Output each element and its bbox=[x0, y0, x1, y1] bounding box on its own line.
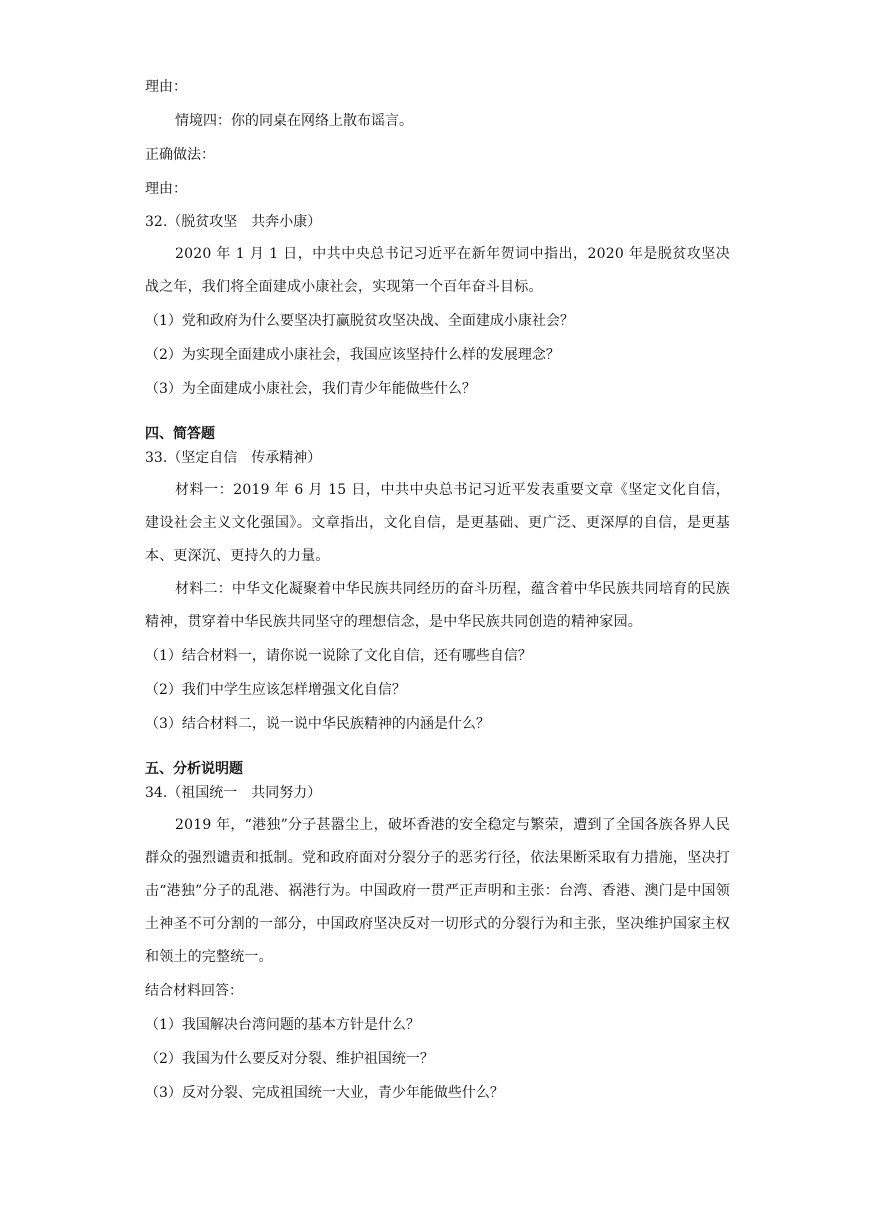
reason-line-2: 理由： bbox=[145, 181, 187, 197]
scenario-four: 情境四：你的同桌在网络上散布谣言。 bbox=[175, 113, 413, 129]
document-page bbox=[145, 70, 730, 1110]
question-34-title: 34.（祖国统一 共同努力） bbox=[145, 785, 322, 801]
question-33-material-1: 材料一：2019 年 6 月 15 日，中共中央总书记习近平发表重要文章《坚定文化自信，建设社会主义文化强国》。文章指出，文化自信，是更基础、更广泛、更深厚的自信，是更基本、更深沉、更持久的力量。 bbox=[145, 482, 730, 564]
question-34-prompt: 结合材料回答： bbox=[145, 983, 243, 999]
question-34-material: 2019 年，“港独”分子甚嚣尘上，破坏香港的安全稳定与繁荣，遭到了全国各族各界人民群众的强烈谴责和抵制。党和政府面对分裂分子的恶劣行径，依法果断采取有力措施，坚决打击“港独”分子的乱港、祸港行为。中国政府一贯严正声明和主张：台湾、香港、澳门是中国领土神圣不可分割的一部分，中国政府坚决反对一切形式的分裂行为和主张，坚决维护国家主权和领土的完整统一。 bbox=[145, 817, 730, 965]
question-34-item-1: （1）我国解决台湾问题的基本方针是什么？ bbox=[145, 1017, 420, 1033]
section-5-heading: 五、分析说明题 bbox=[145, 761, 243, 777]
question-33-item-2: （2）我们中学生应该怎样增强文化自信？ bbox=[145, 682, 406, 698]
question-33-material-2: 材料二：中华文化凝聚着中华民族共同经历的奋斗历程，蕴含着中华民族共同培育的民族精神，贯穿着中华民族共同坚守的理想信念，是中华民族共同创造的精神家园。 bbox=[145, 581, 730, 630]
question-33-title: 33.（坚定自信 传承精神） bbox=[145, 450, 322, 466]
reason-line-1: 理由： bbox=[145, 79, 187, 95]
question-34-item-3: （3）反对分裂、完成祖国统一大业，青少年能做些什么？ bbox=[145, 1085, 504, 1101]
question-33-item-1: （1）结合材料一，请你说一说除了文化自信，还有哪些自信？ bbox=[145, 648, 532, 664]
question-32-item-3: （3）为全面建成小康社会，我们青少年能做些什么？ bbox=[145, 381, 476, 397]
question-32-material: 2020 年 1 月 1 日，中共中央总书记习近平在新年贺词中指出，2020 年是脱贫攻坚决战之年，我们将全面建成小康社会，实现第一个百年奋斗目标。 bbox=[145, 246, 730, 295]
question-33-item-3: （3）结合材料二，说一说中华民族精神的内涵是什么？ bbox=[145, 716, 490, 732]
question-34-item-2: （2）我国为什么要反对分裂、维护祖国统一？ bbox=[145, 1051, 434, 1067]
question-32-item-2: （2）为实现全面建成小康社会，我国应该坚持什么样的发展理念？ bbox=[145, 347, 560, 363]
section-4-heading: 四、简答题 bbox=[145, 426, 215, 442]
question-32-title: 32.（脱贫攻坚 共奔小康） bbox=[145, 214, 322, 230]
correct-practice-line: 正确做法： bbox=[145, 147, 215, 163]
question-32-item-1: （1）党和政府为什么要坚决打赢脱贫攻坚决战、全面建成小康社会？ bbox=[145, 313, 574, 329]
